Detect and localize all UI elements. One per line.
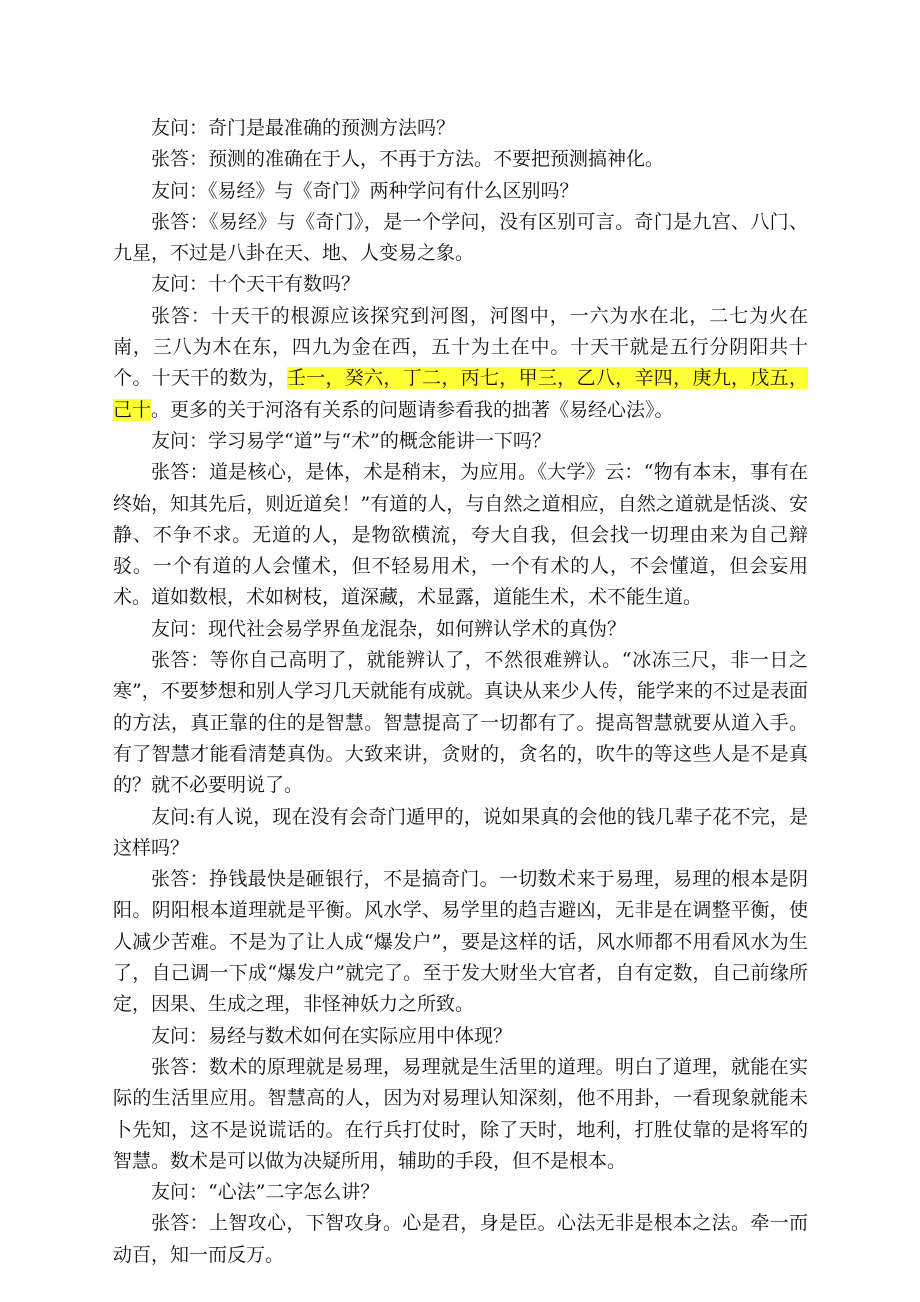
qa-paragraph (113, 207, 808, 270)
paragraph-text: 张答：数术的原理就是易理，易理就是生活里的道理。明白了道理，就能在实际的生活里应用。智慧高的人，因为对易理认知深刻，他不用卦，一看现象就能未卜先知，这不是说谎话的。在行兵打仗时，除了天时，地利，打胜仗靠的是将军的智慧。数术是可以做为决疑所用，辅助的手段，但不是根本。 (113, 1055, 808, 1172)
paragraph-text: 友问：现代社会易学界鱼龙混杂，如何辨认学术的真伪？ (151, 617, 627, 640)
paragraph-text: 友问：易经与数术如何在实际应用中体现？ (151, 1024, 513, 1047)
qa-paragraph (113, 1208, 808, 1271)
qa-paragraph (113, 802, 808, 865)
qa-paragraph (113, 1052, 808, 1177)
qa-paragraph (113, 457, 808, 613)
paragraph-text: 友问：“心法”二字怎么讲？ (151, 1181, 380, 1204)
paragraph-text: 友问:有人说，现在没有会奇门遁甲的，说如果真的会他的钱几辈子花不完，是这样吗？ (113, 805, 808, 859)
paragraph-text: 友问：《易经》与《奇门》两种学问有什么区别吗？ (151, 179, 579, 202)
paragraph-text: 友问：十个天干有数吗？ (151, 273, 361, 296)
qa-paragraph (113, 645, 808, 801)
qa-paragraph (113, 113, 808, 144)
paragraph-text: 友问：奇门是最准确的预测方法吗？ (151, 117, 456, 139)
qa-paragraph (113, 269, 808, 300)
highlighted-text: 壬一，癸六，丁二，丙七，甲三，乙八，辛四，庚九，戊五，己十 (113, 367, 808, 421)
qa-paragraph (113, 864, 808, 1020)
qa-paragraph (113, 144, 808, 175)
qa-text-body (113, 113, 808, 1271)
qa-paragraph (113, 426, 808, 457)
qa-paragraph (113, 614, 808, 645)
qa-paragraph (113, 176, 808, 207)
paragraph-text: 张答：上智攻心，下智攻身。心是君，身是臣。心法无非是根本之法。牵一而动百，知一而反万。 (113, 1212, 808, 1266)
qa-paragraph (113, 301, 808, 426)
paragraph-text: 。更多的关于河洛有关系的问题请参看我的拙著《易经心法》。 (151, 398, 674, 421)
paragraph-text: 张答：等你自己高明了，就能辨认了，不然很难辨认。“冰冻三尺，非一日之寒”，不要梦想和别人学习几天就能有成就。真诀从来少人传，能学来的不过是表面的方法，真正靠的住的是智慧。智慧提高了一切都有了。提高智慧就要从道入手。有了智慧才能看清楚真伪。大致来讲，贪财的，贪名的，吹牛的等这些人是不是真的？就不必要明说了。 (113, 649, 808, 797)
qa-paragraph (113, 1021, 808, 1052)
paragraph-text: 张答：《易经》与《奇门》，是一个学问，没有区别可言。奇门是九宫、八门、九星，不过是八卦在天、地、人变易之象。 (113, 210, 808, 265)
paragraph-text: 张答：道是核心，是体，术是稍末，为应用。《大学》云：“物有本末，事有在终始，知其先后，则近道矣！”有道的人，与自然之道相应，自然之道就是恬淡、安静、不争不求。无道的人，是物欲横流，夸大自我，但会找一切理由来为自己辩驳。一个有道的人会懂术，但不轻易用术，一个有术的人，不会懂道，但会妄用术。道如数根，术如树枝，道深藏，术显露，道能生术，术不能生道。 (113, 461, 808, 609)
paragraph-text: 张答：十天干的根源应该探究到河图，河图中，一六为水在北，二七为火在南，三八为木在东，四九为金在西，五十为土在中。十天干就是五行分阴阳共十个。十天干的数为， (113, 304, 808, 390)
qa-paragraph (113, 1177, 808, 1208)
paragraph-text: 张答：预测的准确在于人，不再于方法。不要把预测搞神化。 (151, 148, 665, 171)
paragraph-text: 友问：学习易学“道”与“术”的概念能讲一下吗？ (151, 429, 551, 452)
paragraph-text: 张答：挣钱最快是砸银行，不是搞奇门。一切数术来于易理，易理的根本是阴阳。阴阳根本道理就是平衡。风水学、易学里的趋吉避凶，无非是在调整平衡，使人减少苦难。不是为了让人成“爆发户”，要是这样的话，风水师都不用看风水为生了，自己调一下成“爆发户”就完了。至于发大财坐大官者，自有定数，自己前缘所定，因果、生成之理，非怪神妖力之所致。 (113, 868, 808, 1016)
